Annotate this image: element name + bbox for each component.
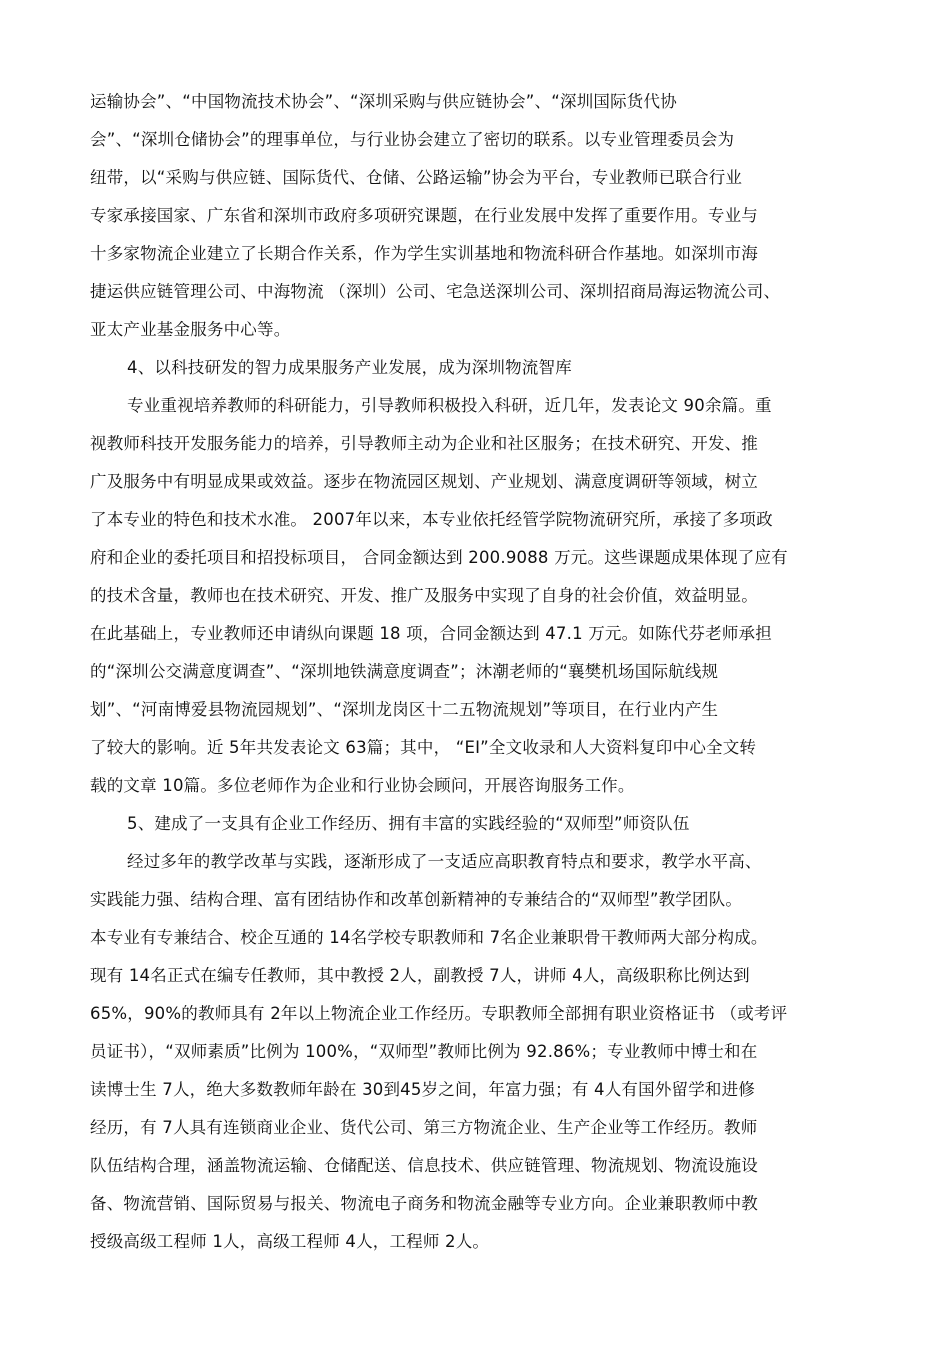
text-line: 在此基础上，专业教师还申请纵向课题 18 项，合同金额达到 47.1 万元。如陈代芬老师承担	[90, 624, 772, 643]
text-line: 划”、“河南博爱县物流园规划”、“深圳龙岗区十二五物流规划”等项目，在行业内产生	[90, 700, 719, 719]
section-heading: 4、以科技研发的智力成果服务产业发展，成为深圳物流智库	[127, 358, 572, 377]
text-line: 授级高级工程师 1人，高级工程师 4人，工程师 2人。	[90, 1232, 490, 1251]
section-heading: 5、建成了一支具有企业工作经历、拥有丰富的实践经验的“双师型”师资队伍	[127, 814, 690, 833]
text-line: 65%，90%的教师具有 2年以上物流企业工作经历。专职教师全部拥有职业资格证书 （或考评	[90, 1004, 788, 1023]
text-line: 亚太产业基金服务中心等。	[90, 320, 291, 339]
text-line: 会”、“深圳仓储协会”的理事单位，与行业协会建立了密切的联系。以专业管理委员会为	[90, 130, 735, 149]
text-line: 捷运供应链管理公司、中海物流 （深圳）公司、宅急送深圳公司、深圳招商局海运物流公司、	[90, 282, 781, 301]
text-line: 本专业有专兼结合、校企互通的 14名学校专职教师和 7名企业兼职骨干教师两大部分构成。	[90, 928, 768, 947]
text-line: 专家承接国家、广东省和深圳市政府多项研究课题，在行业发展中发挥了重要作用。专业与	[90, 206, 758, 225]
text-line: 的技术含量，教师也在技术研究、开发、推广及服务中实现了自身的社会价值，效益明显。	[90, 586, 758, 605]
text-line: 经过多年的教学改革与实践，逐渐形成了一支适应高职教育特点和要求，教学水平高、	[127, 852, 762, 871]
text-line: 经历，有 7人具有连锁商业企业、货代公司、第三方物流企业、生产企业等工作经历。教师	[90, 1118, 758, 1137]
text-line: 实践能力强、结构合理、富有团结协作和改革创新精神的专兼结合的“双师型”教学团队。	[90, 890, 743, 909]
text-line: 广及服务中有明显成果或效益。逐步在物流园区规划、产业规划、满意度调研等领域，树立	[90, 472, 758, 491]
text-line: 纽带，以“采购与供应链、国际货代、仓储、公路运输”协会为平台，专业教师已联合行业	[90, 168, 743, 187]
text-line: 载的文章 10篇。多位老师作为企业和行业协会顾问，开展咨询服务工作。	[90, 776, 635, 795]
text-line: 员证书），“双师素质”比例为 100%，“双师型”教师比例为 92.86%；专业教师中博士和在	[90, 1042, 758, 1061]
text-line: 备、物流营销、国际贸易与报关、物流电子商务和物流金融等专业方向。企业兼职教师中教	[90, 1194, 758, 1213]
text-line: 视教师科技开发服务能力的培养，引导教师主动为企业和社区服务；在技术研究、开发、推	[90, 434, 758, 453]
text-line: 府和企业的委托项目和招投标项目， 合同金额达到 200.9088 万元。这些课题成果体现了应有	[90, 548, 788, 567]
text-line: 了本专业的特色和技术水准。 2007年以来，本专业依托经管学院物流研究所，承接了多项政	[90, 510, 773, 529]
text-line: 十多家物流企业建立了长期合作关系，作为学生实训基地和物流科研合作基地。如深圳市海	[90, 244, 758, 263]
text-line: 专业重视培养教师的科研能力，引导教师积极投入科研，近几年，发表论文 90余篇。重	[127, 396, 772, 415]
text-line: 现有 14名正式在编专任教师，其中教授 2人，副教授 7人，讲师 4人，高级职称比例达到	[90, 966, 750, 985]
text-line: 读博士生 7人，绝大多数教师年龄在 30到45岁之间，年富力强；有 4人有国外留学和进修	[90, 1080, 756, 1099]
text-line: 的“深圳公交满意度调查”、“深圳地铁满意度调查”；沐潮老师的“襄樊机场国际航线规	[90, 662, 719, 681]
text-line: 了较大的影响。近 5年共发表论文 63篇；其中， “EI”全文收录和人大资料复印中心全文转	[90, 738, 757, 757]
text-line: 运输协会”、“中国物流技术协会”、“深圳采购与供应链协会”、“深圳国际货代协	[90, 92, 677, 111]
text-line: 队伍结构合理，涵盖物流运输、仓储配送、信息技术、供应链管理、物流规划、物流设施设	[90, 1156, 758, 1175]
